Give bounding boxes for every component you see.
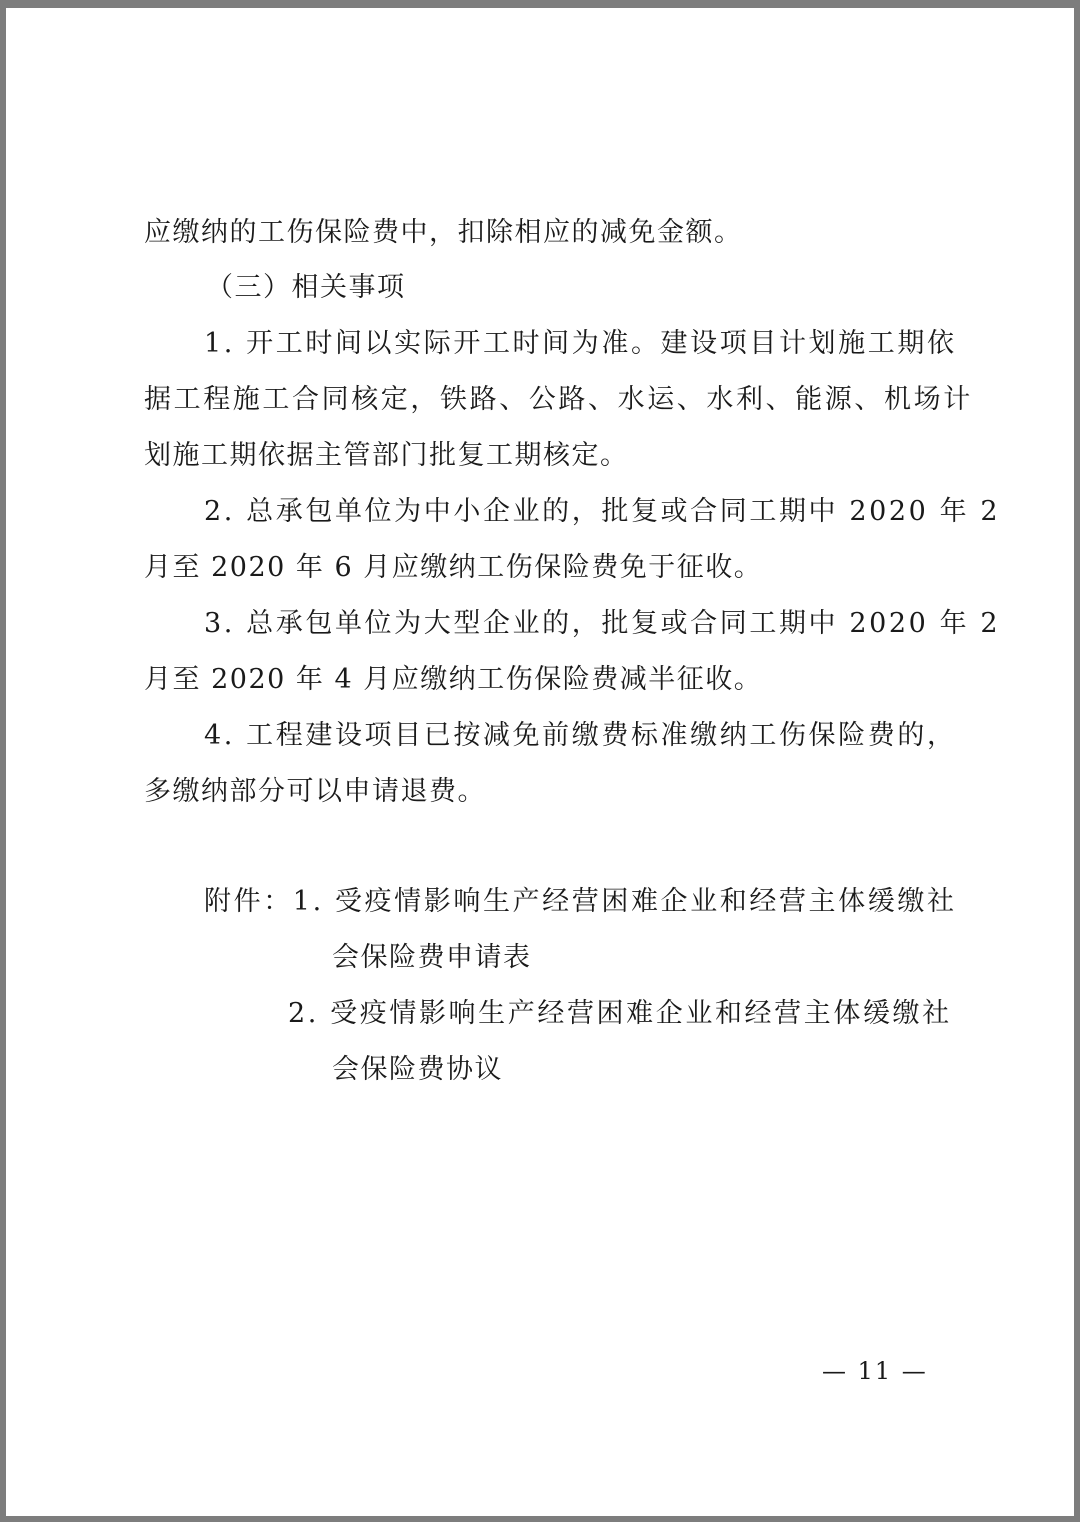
paragraph-line: 月至 2020 年 4 月应缴纳工伤保险费减半征收。 xyxy=(144,664,763,695)
section-heading: （三）相关事项 xyxy=(206,272,406,303)
paragraph-line: 2. 总承包单位为中小企业的，批复或合同工期中 2020 年 2 xyxy=(204,496,1001,527)
attachment-line: 2. 受疫情影响生产经营困难企业和经营主体缓缴社 xyxy=(288,998,952,1029)
page-number: — 11 — xyxy=(822,1357,928,1385)
paragraph-line: 多缴纳部分可以申请退费。 xyxy=(144,776,486,807)
paragraph-line: 4. 工程建设项目已按减免前缴费标准缴纳工伤保险费的， xyxy=(204,720,957,751)
paragraph-line: 1. 开工时间以实际开工时间为准。建设项目计划施工期依 xyxy=(204,328,957,359)
paragraph-line: 应缴纳的工伤保险费中，扣除相应的减免金额。 xyxy=(144,217,743,248)
attachment-line: 会保险费申请表 xyxy=(332,942,532,973)
attachment-line: 附件：1. 受疫情影响生产经营困难企业和经营主体缓缴社 xyxy=(204,886,957,917)
paragraph-line: 划施工期依据主管部门批复工期核定。 xyxy=(144,440,629,471)
document-page xyxy=(6,8,1074,1516)
paragraph-line: 月至 2020 年 6 月应缴纳工伤保险费免于征收。 xyxy=(144,552,763,583)
paragraph-line: 3. 总承包单位为大型企业的，批复或合同工期中 2020 年 2 xyxy=(204,608,1001,639)
paragraph-line: 据工程施工合同核定，铁路、公路、水运、水利、能源、机场计 xyxy=(144,384,973,415)
attachment-line: 会保险费协议 xyxy=(332,1054,503,1085)
